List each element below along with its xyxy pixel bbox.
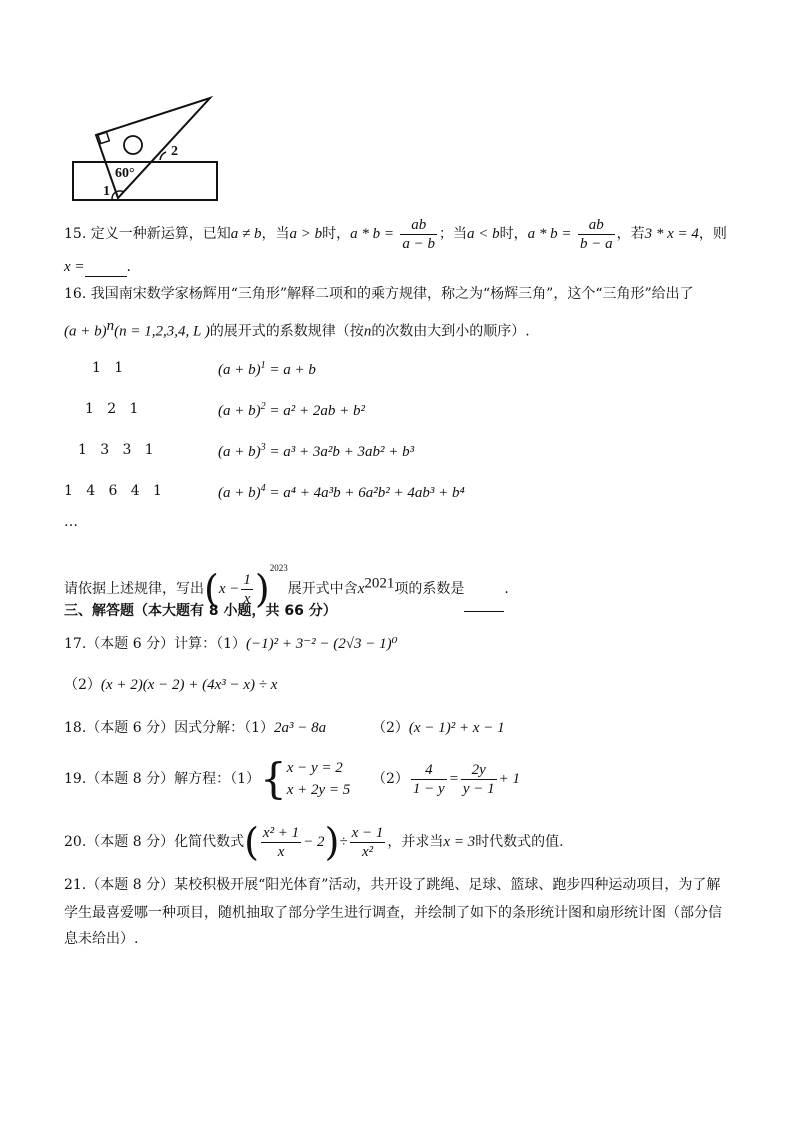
q16-line2: $(a + b)^n(n = 1,2,3,4$, L )的展开式的系数规律（按n的次数由大到小的顺序）. xyxy=(64,318,530,340)
pascal-row-3-formula: $(a + b)^3 = a^3 + 3a^2b + 3ab^2 + b^3$ xyxy=(218,442,415,460)
pascal-row-1-formula: $(a + b)^1 = a + b$ xyxy=(218,360,316,378)
pascal-row-4-coeffs: 1 4 6 4 1 xyxy=(64,483,162,499)
section-3-title: 三、解答题（本大题有 8 小题，共 66 分） xyxy=(64,603,337,619)
q17-part2: （2）(x + 2)(x − 2) + (4x³ − x) ÷ x xyxy=(64,677,278,693)
q19-part1: 19.（本题 8 分）解方程：（1）{ x − y = 2 x + 2y = 5 xyxy=(64,754,351,803)
q20-line: 20.（本题 8 分）化简代数式( $\frac{\text{x² + 1}}{x}$ − 2)÷ $\frac{x - 1}{\text{x²}}$ ，并求当x = 3时代数式的值. xyxy=(64,820,564,864)
pascal-row-2-formula: $(a + b)^2 = a^2 + 2ab + b^2$ xyxy=(218,401,365,419)
pascal-row-3-coeffs: 1 3 3 1 xyxy=(78,442,154,458)
q16-answer-blank[interactable] xyxy=(464,565,504,612)
q15-fraction-2: $\frac{ab}{b - a}$ xyxy=(579,216,613,252)
q18-part1: 18.（本题 6 分）因式分解：（1）2a³ − 8a xyxy=(64,720,327,736)
q15-fraction-1: $\frac{ab}{a - b}$ xyxy=(402,216,436,252)
q19-fraction-right: $\frac{2y}{y - 1}$ xyxy=(462,761,495,797)
q19-part2: （2） $\frac{4}{1 - y}$ = $\frac{2y}{y - 1}$ + 1 xyxy=(372,761,520,797)
q19-equation-system: x − y = 2 x + 2y = 5 xyxy=(286,760,351,798)
q21-line2: 学生最喜爱哪一种项目，随机抽取了部分学生进行调查，并绘制了如下的条形统计图和扇形统计图（部分信 xyxy=(64,905,722,921)
q16-question: 请依据上述规律，写出(x − $\frac{1}{x}$ )$^{2023}$展开式中含$x^{2021}$项的系数是 . xyxy=(64,563,509,611)
q19-fraction-left: $\frac{4}{1 - y}$ xyxy=(412,761,445,797)
q21-line3: 息未给出）. xyxy=(64,931,139,947)
angle-2-label: 2 xyxy=(171,144,178,159)
pascal-row-1-coeffs: 1 1 xyxy=(92,360,124,376)
q15-answer-blank[interactable] xyxy=(85,256,127,277)
q18-part2: （2）(x − 1)² + x − 1 xyxy=(372,720,505,736)
pascal-row-2-coeffs: 1 2 1 xyxy=(85,401,139,417)
q16-fraction: $\frac{1}{x}$ xyxy=(243,571,251,607)
ruler-triangle-drawing xyxy=(60,92,230,207)
q20-fraction-1: $\frac{\text{x² + 1}}{x}$ xyxy=(262,824,300,860)
q21-line1: 21.（本题 8 分）某校积极开展“阳光体育”活动，共开设了跳绳、足球、篮球、跑步四种运动项目，为了解 xyxy=(64,877,721,893)
geometry-figure xyxy=(60,92,230,207)
q15-line2: x = . xyxy=(64,256,131,277)
q17-part1: 17.（本题 6 分）计算：（1）(−1)² + 3⁻² − (2√3 − 1)⁰ xyxy=(64,636,398,652)
q16-line1: 16. 我国南宋数学家杨辉用“三角形”解释二项和的乘方规律，称之为“杨辉三角”，这个“三角形”给出了 xyxy=(64,286,694,302)
q20-fraction-2: $\frac{x - 1}{\text{x²}}$ xyxy=(351,824,384,860)
pascal-row-4-formula: $(a + b)^4 = a^4 + 4a^3b + 6a^2b^2 + 4ab^3 + b^4$ xyxy=(218,483,465,501)
q15-line1: 15. 定义一种新运算，已知a ≠ b，当a > b时，a * b = $\frac{ab}{a - b}$ ；当a < b时，a * b = $\frac{ab}{b - a}$ ，若3 * x = 4，则 xyxy=(64,216,727,252)
angle-1-label: 1 xyxy=(103,184,110,199)
q16-ellipsis: … xyxy=(64,514,78,530)
angle-60-label: 60° xyxy=(115,166,135,181)
